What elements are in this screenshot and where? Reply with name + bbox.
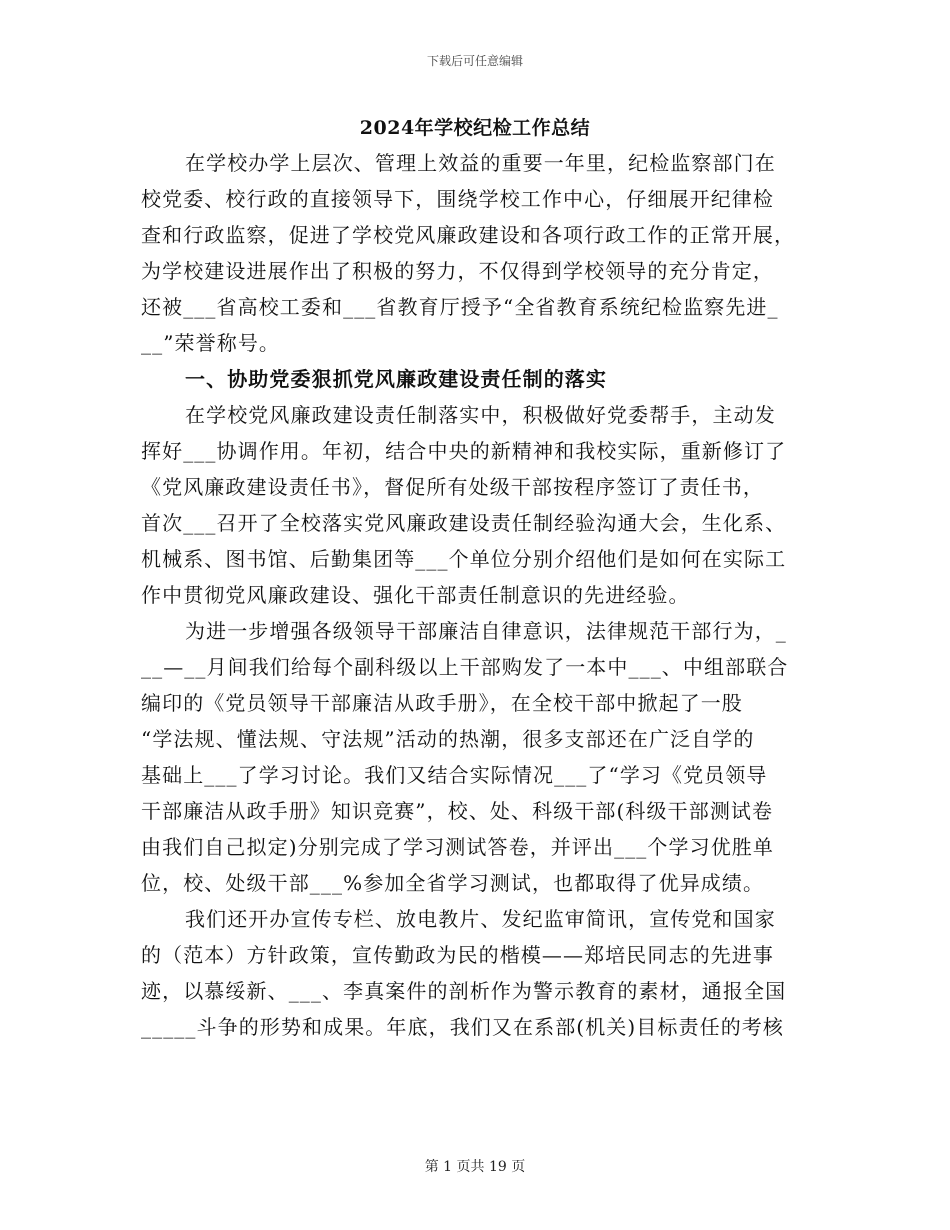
text-line: 挥好___协调作用。年初，结合中央的新精神和我校实际，重新修订了: [141, 439, 787, 463]
text-line: 首次___召开了全校落实党风廉政建设责任制经验沟通大会，生化系、: [141, 511, 787, 535]
text-line: 为学校建设进展作出了积极的努力，不仅得到学校领导的充分肯定，: [141, 259, 774, 283]
paragraph: [141, 397, 811, 613]
text-line: 《党风廉政建设责任书》，督促所有处级干部按程序签订了责任书，: [141, 475, 764, 499]
text-line: 机械系、图书馆、后勤集团等___个单位分别介绍他们是如何在实际工: [141, 547, 787, 571]
document-body: [141, 145, 811, 1045]
page-footer: 第 1 页共 19 页: [424, 1159, 526, 1175]
text-line: 校党委、校行政的直接领导下，围绕学校工作中心，仔细展开纪律检: [141, 187, 774, 211]
paragraph: [141, 613, 811, 901]
text-line: 还被___省高校工委和___省教育厅授予“全省教育系统纪检监察先进_: [141, 295, 779, 319]
paragraph: [141, 901, 811, 1045]
text-line: 为进一步增强各级领导干部廉洁自律意识，法律规范干部行为，_: [185, 619, 787, 643]
section-heading: 一、协助党委狠抓党风廉政建设责任制的落实: [185, 367, 607, 391]
text-line: 我们还开办宣传专栏、放电教片、发纪监审简讯，宣传党和国家: [185, 907, 776, 931]
text-line: 基础上___了学习讨论。我们又结合实际情况___了“学习《党员领导: [141, 763, 768, 787]
text-line: 编印的《党员领导干部廉洁从政手册》，在全校干部中掀起了一股: [141, 691, 743, 715]
page-header: 下载后可任意编辑: [426, 54, 523, 68]
text-line: 位，校、处级干部___%参加全省学习测试，也都取得了优异成绩。: [141, 871, 765, 895]
text-line: 作中贯彻党风廉政建设、强化干部责任制意识的先进经验。: [141, 583, 690, 607]
document-title: 2024年学校纪检工作总结: [359, 117, 591, 139]
text-line: 干部廉洁从政手册》知识竞赛”，校、处、科级干部(科级干部测试卷: [141, 799, 774, 823]
text-line: 查和行政监察，促进了学校党风廉政建设和各项行政工作的正常开展，: [141, 223, 796, 247]
text-line: 由我们自己拟定)分别完成了学习测试答卷，并评出___个学习优胜单: [141, 835, 775, 859]
paragraph: [141, 145, 811, 361]
text-line: __—__月间我们给每个副科级以上干部购发了一本中___、中组部联合: [141, 655, 789, 679]
text-line: 在学校党风廉政建设责任制落实中，积极做好党委帮手，主动发: [185, 403, 776, 427]
text-line: “学法规、懂法规、守法规”活动的热潮，很多支部还在广泛自学的: [141, 727, 755, 751]
text-line: 在学校办学上层次、管理上效益的重要一年里，纪检监察部门在: [185, 151, 776, 175]
text-line: _____斗争的形势和成果。年底，我们又在系部(机关)目标责任的考核: [141, 1015, 785, 1039]
text-line: 迹，以慕绥新、___、李真案件的剖析作为警示教育的素材，通报全国: [141, 979, 787, 1003]
text-line: __”荣誉称号。: [141, 331, 281, 355]
text-line: 的（范本）方针政策，宣传勤政为民的楷模——郑培民同志的先进事: [141, 943, 774, 967]
